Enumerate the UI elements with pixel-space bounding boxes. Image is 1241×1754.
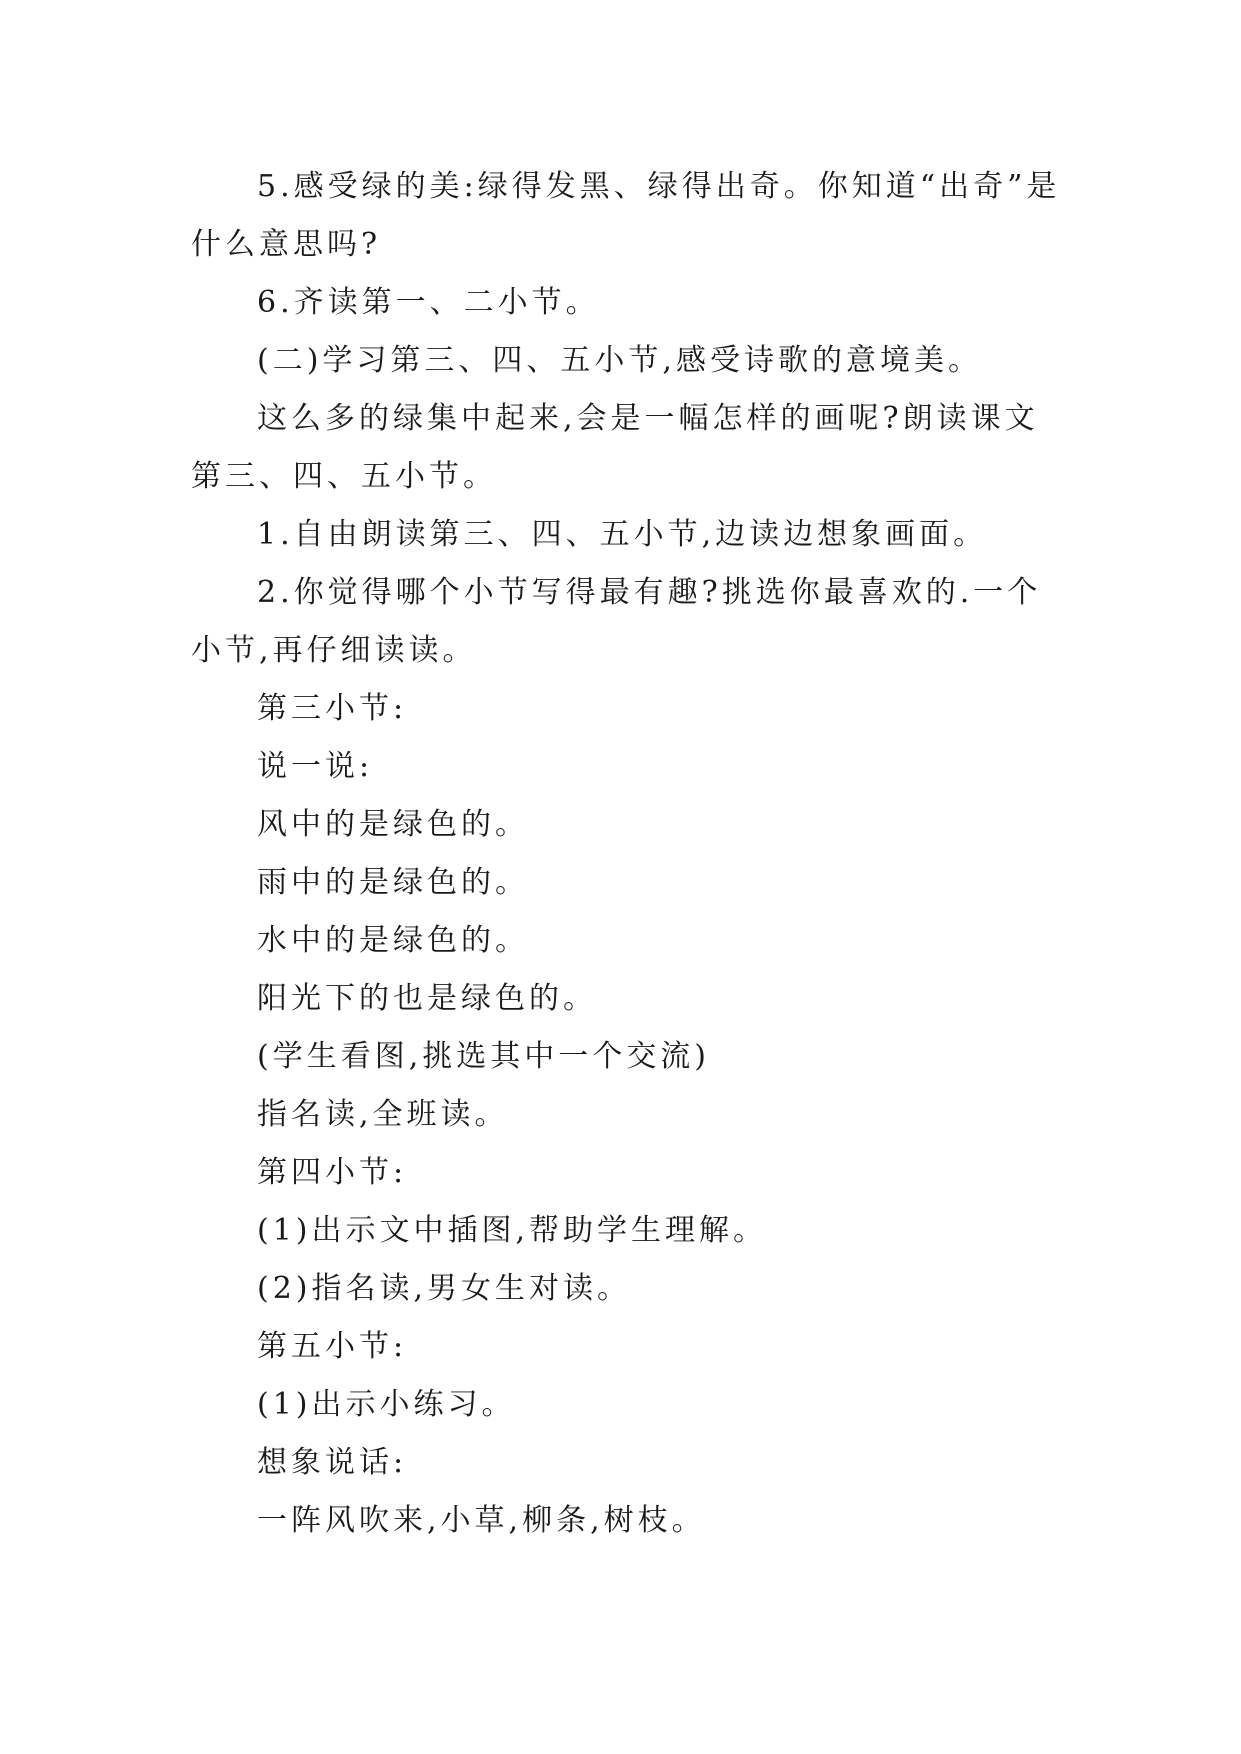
paragraph-18: 第五小节: [257,1329,408,1364]
paragraph-8: 说一说: [257,749,374,784]
paragraph-5: 1.自由朗读第三、四、五小节,边读边想象画面。 [257,517,988,552]
paragraph-7: 第三小节: [257,691,408,726]
paragraph-1: 5.感受绿的美:绿得发黑、绿得出奇。你知道“出奇”是什么意思吗? [191,169,1061,262]
paragraph-13: (学生看图,挑选其中一个交流) [257,1039,710,1074]
paragraph-10: 雨中的是绿色的。 [257,865,529,900]
paragraph-14: 指名读,全班读。 [257,1097,509,1132]
paragraph-16: (1)出示文中插图,帮助学生理解。 [257,1213,768,1248]
paragraph-12: 阳光下的也是绿色的。 [257,981,597,1016]
paragraph-4: 这么多的绿集中起来,会是一幅怎样的画呢?朗读课文第三、四、五小节。 [191,401,1039,494]
paragraph-20: 想象说话: [257,1445,408,1480]
paragraph-11: 水中的是绿色的。 [257,923,529,958]
paragraph-3: (二)学习第三、四、五小节,感受诗歌的意境美。 [257,343,982,378]
document-body [191,158,1061,1550]
paragraph-15: 第四小节: [257,1155,408,1190]
paragraph-9: 风中的是绿色的。 [257,807,529,842]
paragraph-21: 一阵风吹来,小草,柳条,树枝。 [257,1503,706,1538]
paragraph-19: (1)出示小练习。 [257,1387,516,1422]
paragraph-6: 2.你觉得哪个小节写得最有趣?挑选你最喜欢的.一个小节,再仔细读读。 [191,575,1042,668]
paragraph-2: 6.齐读第一、二小节。 [257,285,600,320]
paragraph-17: (2)指名读,男女生对读。 [257,1271,632,1306]
